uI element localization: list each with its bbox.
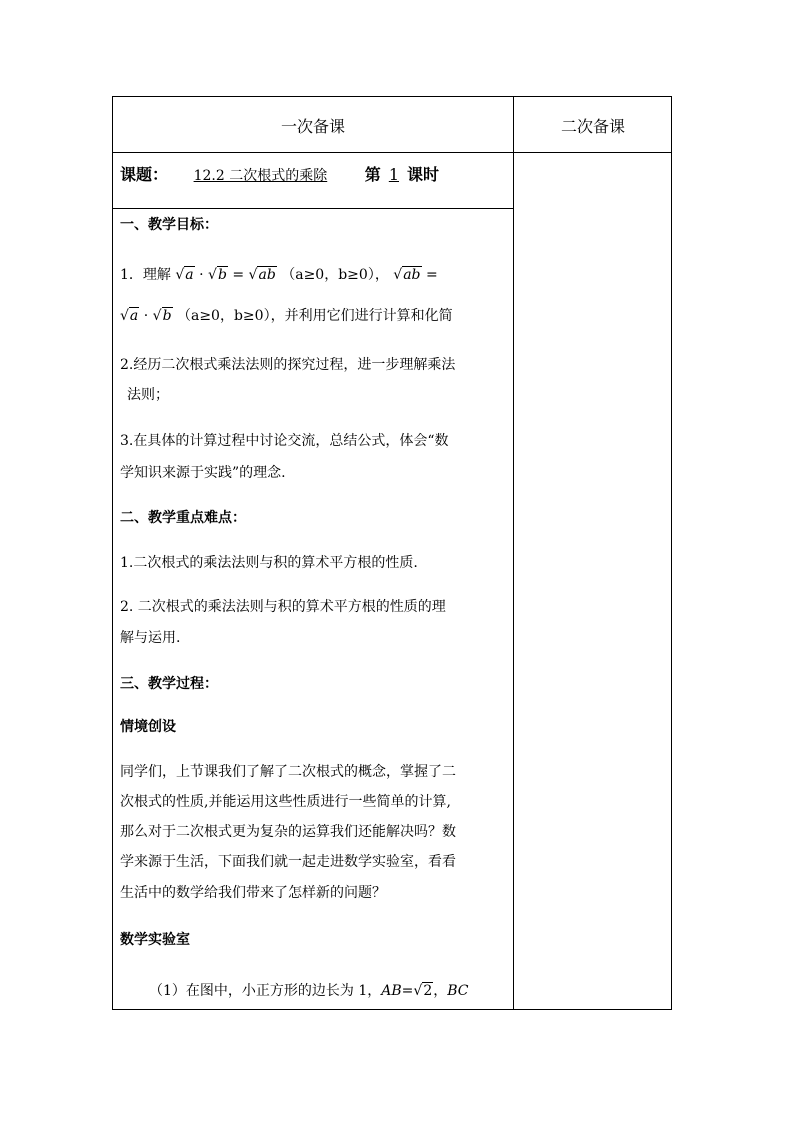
scenario-heading: 情境创设 xyxy=(120,719,176,735)
sqrt-ab: √ab xyxy=(248,267,276,283)
goal3-line2: 学知识来源于实践”的理念. xyxy=(120,465,286,481)
header-second-prep: 二次备课 xyxy=(560,116,625,136)
lesson-number: 1 xyxy=(388,165,399,184)
lab-bc: BC xyxy=(447,983,469,999)
lab-item1 xyxy=(149,981,509,1001)
goal1-line1 xyxy=(120,265,510,285)
sqrt-two: √2 xyxy=(413,983,433,999)
sqrt-a: √a xyxy=(175,267,194,283)
scenario-line1: 同学们，上节课我们了解了二次根式的概念，掌握了二 xyxy=(120,764,456,780)
goal2-line2: 法则； xyxy=(127,387,169,403)
second-prep-column xyxy=(514,153,671,1009)
lab-equals: = xyxy=(401,983,414,999)
keypoint1: 1.二次根式的乘法法则与积的算术平方根的性质. xyxy=(120,555,418,571)
lab-prefix: （1）在图中，小正方形的边长为 1， xyxy=(149,983,382,999)
goal3-line1: 3.在具体的计算过程中讨论交流，总结公式，体会“数 xyxy=(120,433,449,449)
lab-ab: AB xyxy=(381,983,402,999)
lesson-suffix: 课时 xyxy=(407,165,440,184)
topic-name: 12.2 二次根式的乘除 xyxy=(193,168,328,184)
topic-row xyxy=(120,165,510,186)
condition-2: （a≥0，b≥0），并利用它们进行计算和化简 xyxy=(176,308,453,324)
topic-divider xyxy=(113,208,513,209)
goal1-line2 xyxy=(120,306,510,326)
header-first-prep: 一次备课 xyxy=(280,116,345,136)
dot-operator: · xyxy=(199,267,204,283)
section1-heading: 一、教学目标： xyxy=(120,217,218,233)
lesson-plan-table xyxy=(112,96,672,1010)
keypoint2-line1: 2. 二次根式的乘法法则与积的算术平方根的性质的理 xyxy=(120,599,446,615)
dot-operator-2: · xyxy=(143,308,149,324)
scenario-line5: 生活中的数学给我们带来了怎样新的问题？ xyxy=(120,885,386,901)
scenario-line4: 学来源于生活，下面我们就一起走进数学实验室，看看 xyxy=(120,854,456,870)
lab-comma: ， xyxy=(433,983,448,999)
sqrt-b-2: √b xyxy=(152,308,172,324)
goal2-line1: 2.经历二次根式乘法法则的探究过程，进一步理解乘法 xyxy=(120,357,456,373)
section3-heading: 三、教学过程： xyxy=(120,676,218,692)
lab-heading: 数学实验室 xyxy=(120,932,190,948)
goal1-number: 1．理解 xyxy=(120,267,171,283)
lesson-prefix: 第 xyxy=(364,165,381,184)
equals-sign: = xyxy=(232,267,245,283)
condition-1: （a≥0，b≥0）， xyxy=(281,267,389,283)
sqrt-ab-2: √ab xyxy=(393,267,421,283)
scenario-line2: 次根式的性质,并能运用这些性质进行一些简单的计算, xyxy=(120,794,451,810)
sqrt-a-2: √a xyxy=(120,308,139,324)
sqrt-b: √b xyxy=(208,267,227,283)
section2-heading: 二、教学重点难点： xyxy=(120,510,246,526)
equals-sign-2: = xyxy=(425,267,438,283)
scenario-line3: 那么对于二次根式更为复杂的运算我们还能解决吗？数 xyxy=(120,824,456,840)
keypoint2-line2: 解与运用. xyxy=(120,630,181,646)
topic-label: 课题： xyxy=(120,165,169,184)
